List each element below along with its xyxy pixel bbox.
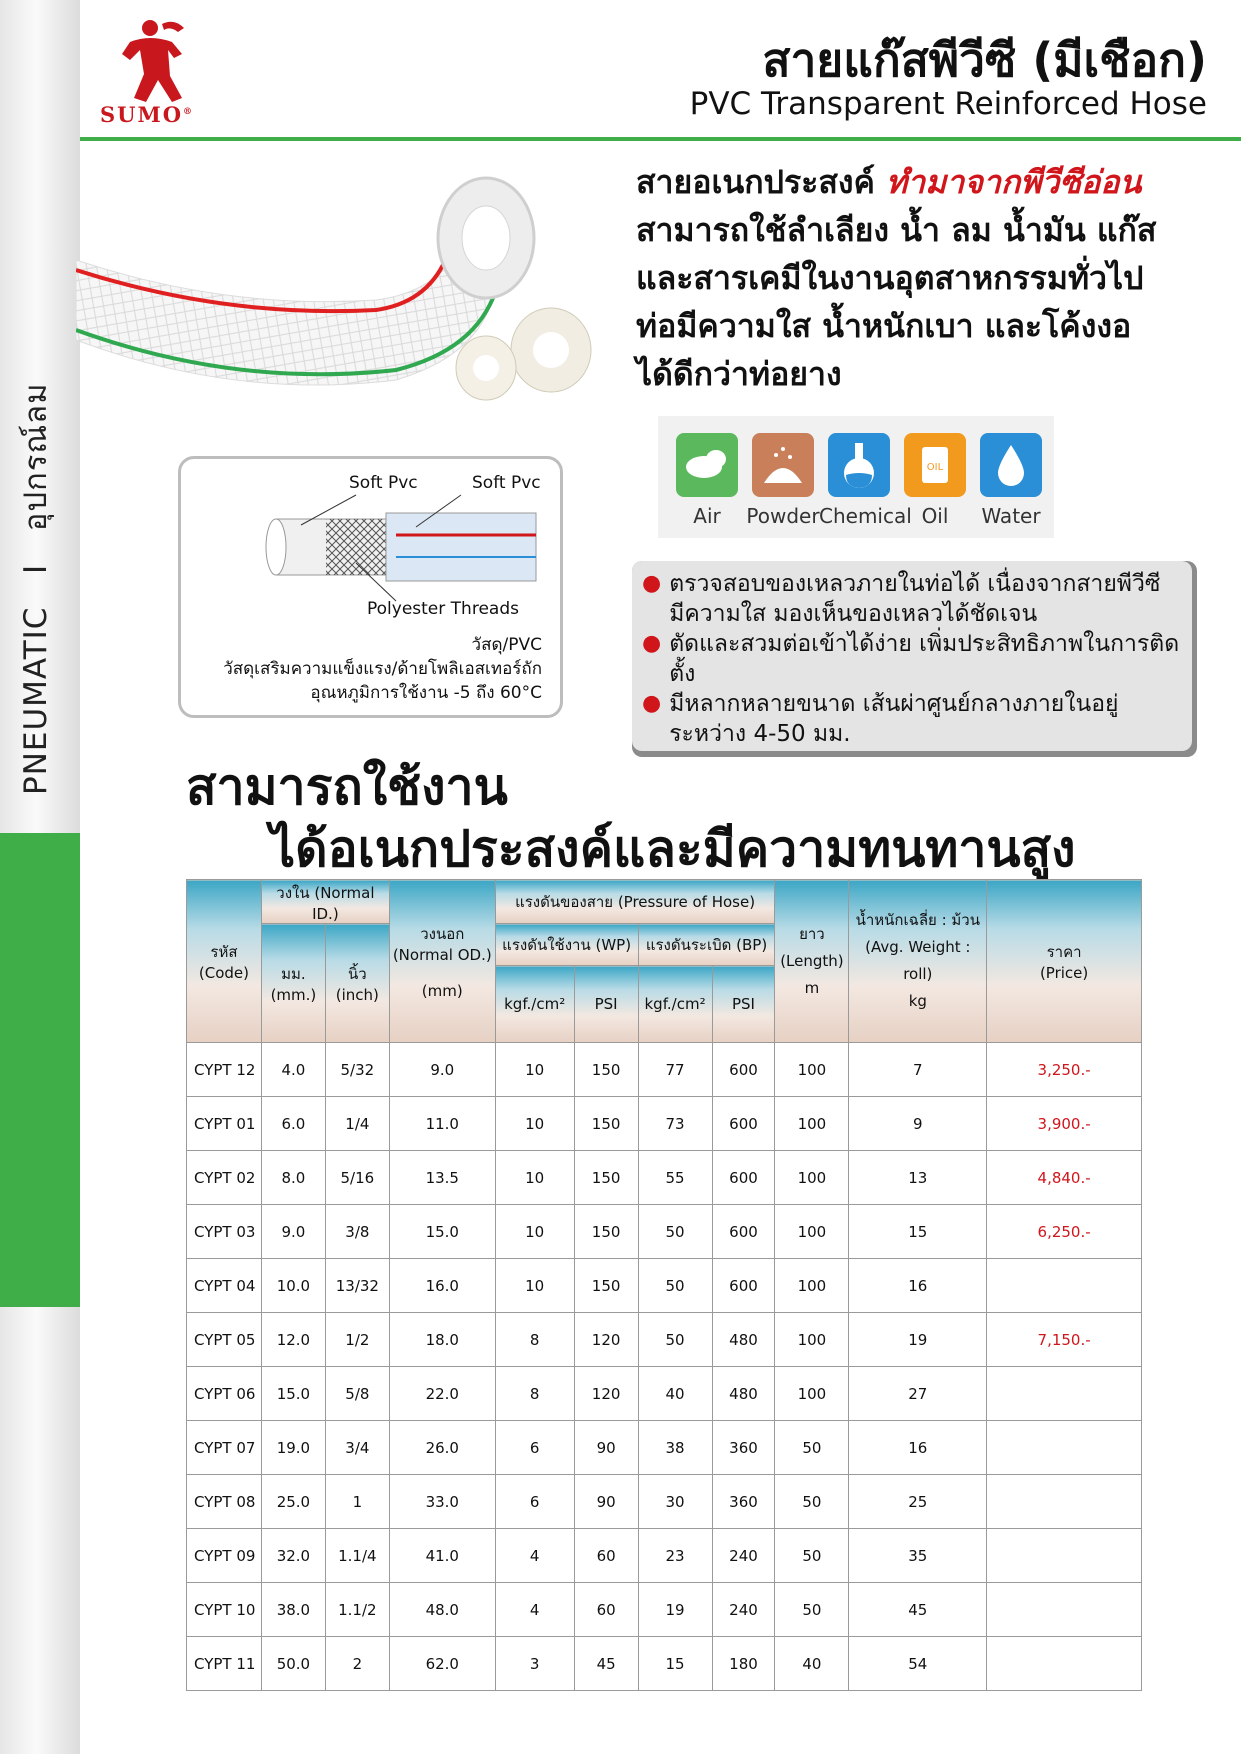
header-weight: น้ำหนักเฉลี่ย : ม้วน (Avg. Weight : roll) kg (849, 880, 987, 1043)
cell-length: 100 (775, 1367, 849, 1421)
cell-id-inch: 5/32 (325, 1043, 389, 1097)
cell-wp-kgf: 10 (495, 1097, 574, 1151)
feature-item: ● มีหลากหลายขนาด เส้นผ่าศูนย์กลางภายในอยู่ระหว่าง 4-50 มม. (642, 691, 1119, 747)
cell-bp-kgf: 77 (638, 1043, 712, 1097)
cell-wp-psi: 120 (574, 1367, 638, 1421)
cell-length: 100 (775, 1205, 849, 1259)
cell-bp-psi: 240 (712, 1583, 775, 1637)
cell-od-mm: 62.0 (389, 1637, 495, 1691)
header-divider (80, 137, 1241, 141)
cell-od-mm: 11.0 (389, 1097, 495, 1151)
cell-code: CYPT 11 (187, 1637, 262, 1691)
cell-price (987, 1637, 1142, 1691)
header-bp-psi: PSI (712, 966, 775, 1043)
cell-bp-psi: 180 (712, 1637, 775, 1691)
cell-wp-kgf: 8 (495, 1313, 574, 1367)
cell-code: CYPT 01 (187, 1097, 262, 1151)
cell-bp-psi: 480 (712, 1367, 775, 1421)
cell-weight: 45 (849, 1583, 987, 1637)
cell-wp-psi: 90 (574, 1475, 638, 1529)
cell-wp-kgf: 4 (495, 1583, 574, 1637)
cell-id-inch: 2 (325, 1637, 389, 1691)
cell-length: 100 (775, 1259, 849, 1313)
cell-bp-kgf: 15 (638, 1637, 712, 1691)
cell-wp-kgf: 10 (495, 1205, 574, 1259)
cell-weight: 19 (849, 1313, 987, 1367)
product-title-thai: สายแก๊สพีวีซี (มีเชือก) (762, 33, 1207, 87)
cell-price (987, 1259, 1142, 1313)
cell-bp-psi: 600 (712, 1151, 775, 1205)
cell-bp-kgf: 38 (638, 1421, 712, 1475)
cell-bp-kgf: 19 (638, 1583, 712, 1637)
cell-id-mm: 25.0 (261, 1475, 325, 1529)
cell-wp-kgf: 10 (495, 1259, 574, 1313)
cell-code: CYPT 10 (187, 1583, 262, 1637)
cell-price (987, 1529, 1142, 1583)
product-title-english: PVC Transparent Reinforced Hose (689, 86, 1207, 122)
cell-bp-kgf: 50 (638, 1205, 712, 1259)
header-wp-kgf: kgf./cm² (495, 966, 574, 1043)
cell-code: CYPT 05 (187, 1313, 262, 1367)
temperature-spec: อุณหภูมิการใช้งาน -5 ถึง 60°C (310, 683, 542, 703)
header-price: ราคา (Price) (987, 880, 1142, 1043)
cell-length: 50 (775, 1475, 849, 1529)
table-row (187, 1637, 1142, 1691)
cell-price (987, 1583, 1142, 1637)
cell-weight: 16 (849, 1259, 987, 1313)
cell-price: 3,250.- (987, 1043, 1142, 1097)
cell-length: 100 (775, 1043, 849, 1097)
headline-line-1: สามารถใช้งาน (186, 758, 508, 816)
table-row (187, 1583, 1142, 1637)
cell-length: 50 (775, 1583, 849, 1637)
layer-label-threads: Polyester Threads (367, 599, 519, 619)
cell-id-inch: 1/4 (325, 1097, 389, 1151)
cell-weight: 25 (849, 1475, 987, 1529)
layer-label-inner: Soft Pvc (472, 473, 541, 493)
cell-weight: 13 (849, 1151, 987, 1205)
cell-id-mm: 38.0 (261, 1583, 325, 1637)
chemical-icon (828, 433, 890, 497)
description-accent: ทำมาจากพีวีซีอ่อน (886, 163, 1142, 201)
cell-wp-kgf: 4 (495, 1529, 574, 1583)
cell-length: 50 (775, 1421, 849, 1475)
cell-length: 50 (775, 1529, 849, 1583)
table-row (187, 1313, 1142, 1367)
cell-bp-kgf: 23 (638, 1529, 712, 1583)
air-icon (676, 433, 738, 497)
cell-wp-kgf: 6 (495, 1475, 574, 1529)
cell-length: 100 (775, 1097, 849, 1151)
cell-bp-psi: 240 (712, 1529, 775, 1583)
cell-bp-kgf: 73 (638, 1097, 712, 1151)
cell-id-mm: 19.0 (261, 1421, 325, 1475)
header-burst-pressure: แรงดันระเบิด (BP) (638, 924, 775, 966)
powder-icon (752, 433, 814, 497)
cell-id-inch: 1/2 (325, 1313, 389, 1367)
oil-icon (904, 433, 966, 497)
feature-list-panel (632, 561, 1197, 757)
header-inch: นิ้ว (inch) (325, 924, 389, 1043)
cell-bp-psi: 600 (712, 1043, 775, 1097)
cell-id-mm: 10.0 (261, 1259, 325, 1313)
header-outer-diameter: วงนอก (Normal OD.) (mm) (389, 880, 495, 1043)
cell-weight: 16 (849, 1421, 987, 1475)
cell-id-inch: 1 (325, 1475, 389, 1529)
cell-length: 100 (775, 1151, 849, 1205)
cell-wp-psi: 150 (574, 1043, 638, 1097)
header-wp-psi: PSI (574, 966, 638, 1043)
table-row (187, 1205, 1142, 1259)
cell-id-inch: 13/32 (325, 1259, 389, 1313)
cell-code: CYPT 04 (187, 1259, 262, 1313)
cell-wp-psi: 45 (574, 1637, 638, 1691)
cell-od-mm: 48.0 (389, 1583, 495, 1637)
water-icon (980, 433, 1042, 497)
usage-icons-panel: Air Powder Chemical OIL Oil Water (658, 416, 1054, 538)
cell-wp-kgf: 10 (495, 1043, 574, 1097)
hose-layers-illustration (256, 493, 556, 603)
header-working-pressure: แรงดันใช้งาน (WP) (495, 924, 638, 966)
cell-od-mm: 16.0 (389, 1259, 495, 1313)
cell-bp-psi: 360 (712, 1475, 775, 1529)
cell-od-mm: 13.5 (389, 1151, 495, 1205)
cell-od-mm: 18.0 (389, 1313, 495, 1367)
cell-wp-psi: 60 (574, 1529, 638, 1583)
cell-price: 6,250.- (987, 1205, 1142, 1259)
cell-wp-kgf: 10 (495, 1151, 574, 1205)
layer-label-outer: Soft Pvc (349, 473, 418, 493)
brand-wordmark: SUMO® (100, 102, 195, 127)
table-row (187, 1475, 1142, 1529)
table-row (187, 1151, 1142, 1205)
cell-id-inch: 1.1/4 (325, 1529, 389, 1583)
cell-code: CYPT 12 (187, 1043, 262, 1097)
cell-id-inch: 5/16 (325, 1151, 389, 1205)
cell-id-mm: 32.0 (261, 1529, 325, 1583)
product-description: สายอเนกประสงค์ ทำมาจากพีวีซีอ่อน สามารถใช้ลำเลียง น้ำ ลม น้ำมัน แก๊ส และสารเคมีในงานอุตสาหกรรมทั่วไป ท่อมีความใส น้ำหนักเบา และโค้งงอ ได้ดีกว่าท่อยาง (636, 163, 1157, 393)
headline-line-2: ได้อเนกประสงค์และมีความทนทานสูง (270, 820, 1076, 878)
cell-od-mm: 26.0 (389, 1421, 495, 1475)
header-bp-kgf: kgf./cm² (638, 966, 712, 1043)
header-code: รหัส (Code) (187, 880, 262, 1043)
cell-wp-psi: 150 (574, 1259, 638, 1313)
cell-id-inch: 5/8 (325, 1367, 389, 1421)
cell-bp-psi: 600 (712, 1259, 775, 1313)
cell-id-inch: 1.1/2 (325, 1583, 389, 1637)
feature-item: ● ตรวจสอบของเหลวภายในท่อได้ เนื่องจากสายพีวีซี มีความใส มองเห็นของเหลวได้ชัดเจน (642, 571, 1161, 627)
cell-bp-psi: 360 (712, 1421, 775, 1475)
cell-id-inch: 3/4 (325, 1421, 389, 1475)
cell-wp-kgf: 8 (495, 1367, 574, 1421)
table-row (187, 1421, 1142, 1475)
feature-item: ● ตัดและสวมต่อเข้าได้ง่าย เพิ่มประสิทธิภาพในการติดตั้ง (642, 631, 1180, 687)
cell-price: 4,840.- (987, 1151, 1142, 1205)
cell-id-mm: 4.0 (261, 1043, 325, 1097)
cell-weight: 9 (849, 1097, 987, 1151)
cell-bp-kgf: 50 (638, 1259, 712, 1313)
table-row (187, 1259, 1142, 1313)
cell-wp-psi: 120 (574, 1313, 638, 1367)
cell-id-mm: 8.0 (261, 1151, 325, 1205)
reinforcement-spec: วัสดุเสริมความแข็งแรง/ด้ายโพลิเอสเทอร์ถัก (223, 659, 542, 679)
cell-price: 7,150.- (987, 1313, 1142, 1367)
cell-wp-psi: 90 (574, 1421, 638, 1475)
material-spec: วัสดุ/PVC (471, 635, 542, 655)
cell-od-mm: 33.0 (389, 1475, 495, 1529)
cell-weight: 15 (849, 1205, 987, 1259)
cell-weight: 27 (849, 1367, 987, 1421)
sidebar-category-label: PNEUMATIC I อุปกรณ์ลม (18, 382, 54, 795)
cell-wp-kgf: 6 (495, 1421, 574, 1475)
cell-id-mm: 50.0 (261, 1637, 325, 1691)
cell-bp-psi: 600 (712, 1205, 775, 1259)
cell-price (987, 1367, 1142, 1421)
cell-od-mm: 22.0 (389, 1367, 495, 1421)
cell-od-mm: 15.0 (389, 1205, 495, 1259)
cell-bp-kgf: 50 (638, 1313, 712, 1367)
cell-wp-psi: 60 (574, 1583, 638, 1637)
cross-section-diagram (178, 456, 563, 718)
cell-od-mm: 41.0 (389, 1529, 495, 1583)
cell-id-mm: 12.0 (261, 1313, 325, 1367)
cell-id-mm: 6.0 (261, 1097, 325, 1151)
table-row (187, 1367, 1142, 1421)
cell-length: 40 (775, 1637, 849, 1691)
cell-price (987, 1475, 1142, 1529)
cell-bp-psi: 600 (712, 1097, 775, 1151)
cell-code: CYPT 03 (187, 1205, 262, 1259)
cell-bp-kgf: 55 (638, 1151, 712, 1205)
cell-id-inch: 3/8 (325, 1205, 389, 1259)
hose-product-photo (76, 150, 636, 450)
cell-code: CYPT 02 (187, 1151, 262, 1205)
header-pressure: แรงดันของสาย (Pressure of Hose) (495, 880, 775, 924)
cell-code: CYPT 06 (187, 1367, 262, 1421)
table-row (187, 1097, 1142, 1151)
cell-bp-psi: 480 (712, 1313, 775, 1367)
cell-wp-kgf: 3 (495, 1637, 574, 1691)
cell-wp-psi: 150 (574, 1151, 638, 1205)
header-mm: มม. (mm.) (261, 924, 325, 1043)
table-row (187, 1529, 1142, 1583)
sidebar-green-band (0, 833, 80, 1307)
cell-length: 100 (775, 1313, 849, 1367)
specification-table (186, 879, 1142, 1691)
cell-weight: 7 (849, 1043, 987, 1097)
cell-weight: 35 (849, 1529, 987, 1583)
svg-text:OIL: OIL (926, 462, 944, 473)
cell-bp-kgf: 30 (638, 1475, 712, 1529)
cell-price (987, 1421, 1142, 1475)
cell-id-mm: 15.0 (261, 1367, 325, 1421)
cell-code: CYPT 09 (187, 1529, 262, 1583)
header-length: ยาว (Length) m (775, 880, 849, 1043)
table-row (187, 1043, 1142, 1097)
header-inner-diameter: วงใน (Normal ID.) (261, 880, 389, 924)
cell-code: CYPT 08 (187, 1475, 262, 1529)
cell-bp-kgf: 40 (638, 1367, 712, 1421)
cell-od-mm: 9.0 (389, 1043, 495, 1097)
cell-id-mm: 9.0 (261, 1205, 325, 1259)
cell-code: CYPT 07 (187, 1421, 262, 1475)
cell-price: 3,900.- (987, 1097, 1142, 1151)
cell-wp-psi: 150 (574, 1205, 638, 1259)
cell-weight: 54 (849, 1637, 987, 1691)
cell-wp-psi: 150 (574, 1097, 638, 1151)
